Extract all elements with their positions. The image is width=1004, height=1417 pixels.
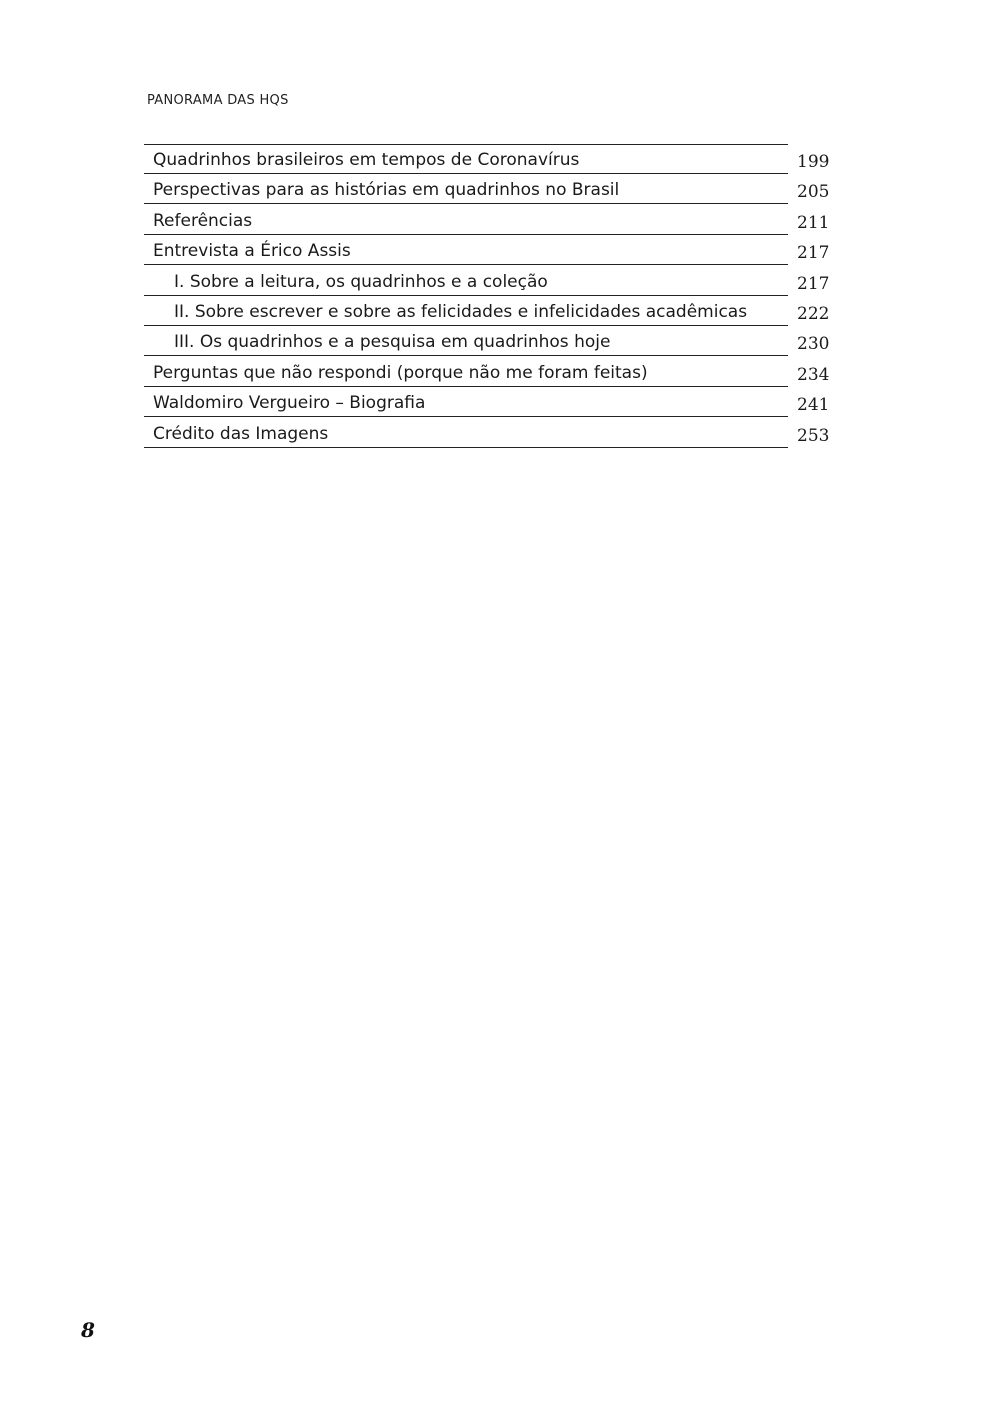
toc-subentry-title: II. Sobre escrever e sobre as felicidades e infelicidades acadêmicas <box>144 297 788 326</box>
toc-entry-page: 205 <box>797 182 830 203</box>
toc-entry <box>144 236 834 266</box>
toc-entry-title: Waldomiro Vergueiro – Biografia <box>144 388 788 417</box>
toc-subentry <box>144 297 834 327</box>
toc-entry <box>144 145 834 175</box>
toc-entry-page: 211 <box>797 212 830 233</box>
toc-entry-title: Crédito das Imagens <box>144 419 788 448</box>
toc-entry-page: 241 <box>797 395 830 416</box>
toc-subentry-page: 230 <box>797 334 830 355</box>
toc-subentry-page: 222 <box>797 303 830 324</box>
toc-entry-title: Perguntas que não respondi (porque não me foram feitas) <box>144 358 788 387</box>
toc-subentry-page: 217 <box>797 273 830 294</box>
toc-entry <box>144 206 834 236</box>
toc-entry-title: Entrevista a Érico Assis <box>144 236 788 265</box>
toc-entry-title: Referências <box>144 206 788 235</box>
toc-subentry-title: III. Os quadrinhos e a pesquisa em quadrinhos hoje <box>144 327 788 356</box>
toc-subentry-title: I. Sobre a leitura, os quadrinhos e a coleção <box>144 267 788 296</box>
toc-entry <box>144 175 834 205</box>
toc-entry <box>144 358 834 388</box>
toc-entry-page: 253 <box>797 425 830 446</box>
toc-entry-page: 199 <box>797 152 830 172</box>
toc-entry-title: Quadrinhos brasileiros em tempos de Coronavírus <box>144 145 788 174</box>
table-of-contents <box>144 144 834 449</box>
toc-subentry <box>144 327 834 357</box>
toc-subentry <box>144 267 834 297</box>
toc-entry-page: 217 <box>797 243 830 264</box>
toc-entry-page: 234 <box>797 364 830 385</box>
toc-entry <box>144 419 834 449</box>
running-header: PANORAMA DAS HQS <box>147 93 289 108</box>
page-number: 8 <box>81 1318 95 1342</box>
toc-entry-title: Perspectivas para as histórias em quadrinhos no Brasil <box>144 175 788 204</box>
toc-entry <box>144 388 834 418</box>
